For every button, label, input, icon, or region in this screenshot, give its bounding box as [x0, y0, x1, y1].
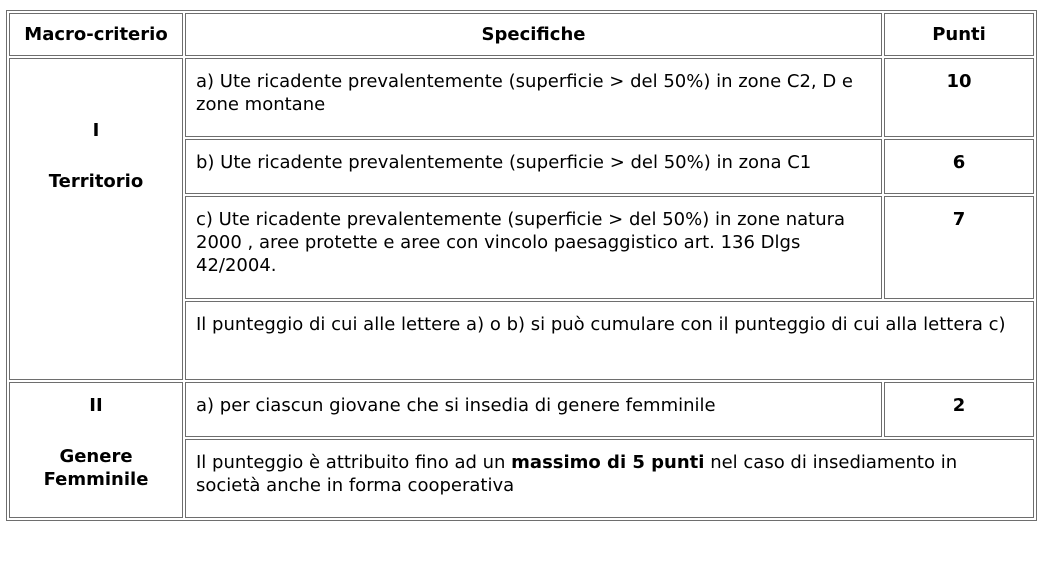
criteria-table [6, 10, 1037, 521]
note-emphasis: massimo di 5 punti [511, 452, 705, 473]
macro-name: Genere Femminile [43, 446, 149, 490]
macro-cell-genere-femminile [9, 382, 183, 518]
note-text-start: Il punteggio è attribuito fino ad un [196, 452, 512, 473]
macro-roman-numeral: I [92, 120, 100, 141]
points-cell: 7 [884, 196, 1034, 299]
macro-roman-numeral: II [89, 395, 103, 416]
spec-cell: c) Ute ricadente prevalentemente (superficie > del 50%) in zone natura 2000 , aree protette e aree con vincolo paesaggistico art. 136 Dlgs 42/2004. [185, 196, 882, 299]
spec-cell: a) per ciascun giovane che si insedia di genere femminile [185, 382, 882, 437]
points-cell: 10 [884, 58, 1034, 137]
note-text-end: nel caso di insediamento in società anche in forma cooperativa [196, 452, 958, 496]
header-specifiche: Specifiche [185, 13, 882, 56]
macro-name: Territorio [48, 171, 144, 192]
spec-cell: a) Ute ricadente prevalentemente (superficie > del 50%) in zone C2, D e zone montane [185, 58, 882, 137]
table-row [9, 382, 1034, 437]
header-macro-criterio: Macro-criterio [9, 13, 183, 56]
header-punti: Punti [884, 13, 1034, 56]
header-row [9, 13, 1034, 56]
points-cell: 2 [884, 382, 1034, 437]
table-row [9, 58, 1034, 137]
macro-cell-territorio [9, 58, 183, 380]
note-cell: Il punteggio di cui alle lettere a) o b) si può cumulare con il punteggio di cui alla lettera c) [185, 301, 1034, 380]
points-cell: 6 [884, 139, 1034, 194]
spec-cell: b) Ute ricadente prevalentemente (superficie > del 50%) in zona C1 [185, 139, 882, 194]
note-cell [185, 439, 1034, 518]
